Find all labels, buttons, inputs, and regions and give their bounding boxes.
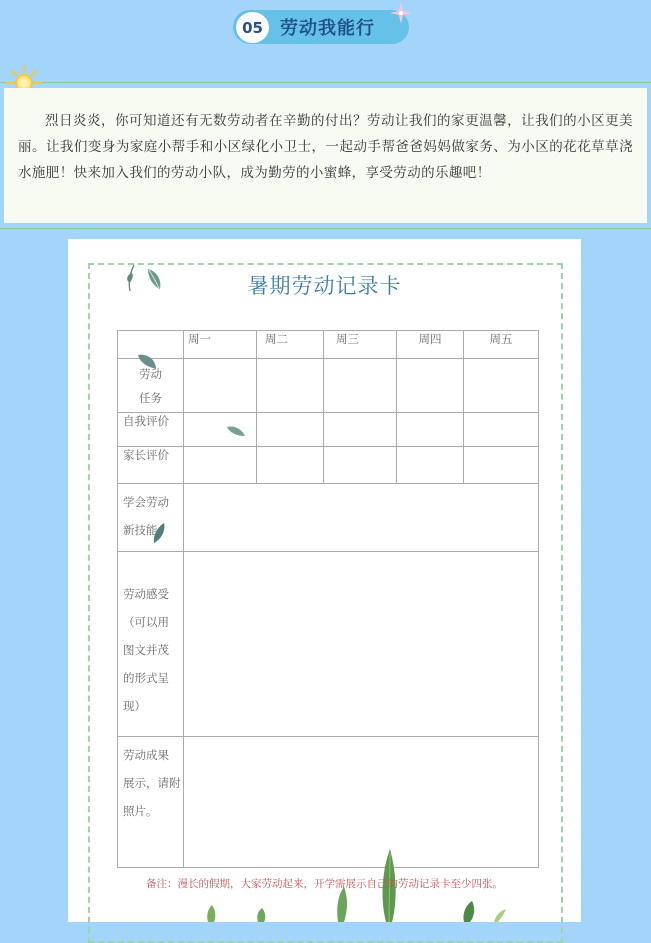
task-cell-thursday[interactable] [397,359,464,413]
task-cell-tuesday[interactable] [257,359,324,413]
task-label-line1: 劳动 [139,366,162,381]
section-number: 05 [236,12,269,43]
parent-eval-label: 家长评价 [118,447,184,484]
result-line1: 劳动成果 [123,748,169,762]
parent-eval-cell-monday[interactable] [184,447,257,484]
result-label [118,737,184,868]
parent-eval-cell-wednesday[interactable] [324,447,397,484]
self-eval-cell-wednesday[interactable] [324,413,397,447]
feeling-cell[interactable] [184,552,539,737]
feeling-line2: （可以用 [123,615,169,629]
task-label-line2: 任务 [139,390,162,405]
header-tuesday: 周二 [257,331,324,359]
result-line2: 展示，请附 [123,776,181,790]
intro-box [4,88,647,223]
result-line3: 照片。 [123,804,158,818]
task-cell-friday[interactable] [464,359,539,413]
feeling-line4: 的形式呈 [123,671,169,685]
new-skill-cell[interactable] [184,484,539,552]
self-eval-cell-thursday[interactable] [397,413,464,447]
leaf-icon [226,425,246,437]
table-row-task [118,359,539,413]
table-row-feeling [118,552,539,737]
section-title: 劳动我能行 [280,18,375,39]
parent-eval-cell-tuesday[interactable] [257,447,324,484]
header-friday: 周五 [464,331,539,359]
table-row-parent-eval [118,447,539,484]
task-cell-monday[interactable] [184,359,257,413]
card-note: 备注：漫长的假期，大家劳动起来，开学需展示自己的劳动记录卡至少四张。 [146,878,503,890]
record-card [68,239,581,922]
self-eval-cell-monday[interactable] [184,413,257,447]
task-cell-wednesday[interactable] [324,359,397,413]
task-label [118,359,184,413]
self-eval-label: 自我评价 [118,413,184,447]
record-table [117,330,539,868]
parent-eval-cell-friday[interactable] [464,447,539,484]
sparkle-icon [390,2,412,24]
divider-top [0,82,651,83]
parent-eval-cell-thursday[interactable] [397,447,464,484]
table-header-row [118,331,539,359]
header-monday: 周一 [184,331,257,359]
table-row-result [118,737,539,868]
card-title: 暑期劳动记录卡 [247,274,402,298]
new-skill-line1: 学会劳动 [123,495,169,509]
feeling-label [118,552,184,737]
leaf-icon [152,522,166,544]
feeling-line1: 劳动感受 [123,587,169,601]
header-thursday: 周四 [397,331,464,359]
header-wednesday: 周三 [324,331,397,359]
divider-bottom [0,228,651,229]
feeling-line5: 现） [123,699,146,713]
table-row-new-skill [118,484,539,552]
new-skill-label [118,484,184,552]
feeling-line3: 图文并茂 [123,643,169,657]
new-skill-line2: 新技能 [123,523,158,537]
self-eval-cell-tuesday[interactable] [257,413,324,447]
intro-text: 烈日炎炎，你可知道还有无数劳动者在辛勤的付出？劳动让我们的家更温馨，让我们的小区更美丽。让我们变身为家庭小帮手和小区绿化小卫士，一起动手帮爸爸妈妈做家务、为小区的花花草草浇水施肥！快来加入我们的劳动小队，成为勤劳的小蜜蜂，享受劳动的乐趣吧！ [18,113,633,181]
self-eval-cell-friday[interactable] [464,413,539,447]
result-cell[interactable] [184,737,539,868]
table-row-self-eval [118,413,539,447]
leaf-icon [136,353,158,371]
